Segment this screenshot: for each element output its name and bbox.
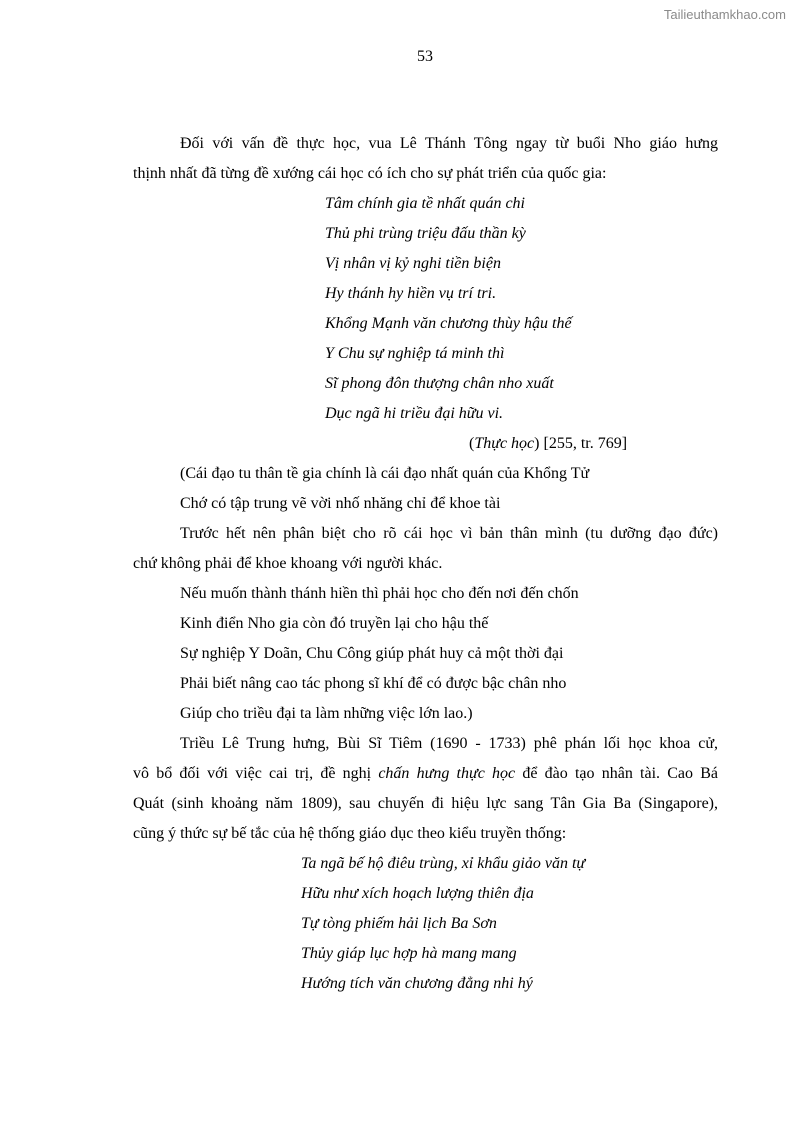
citation-reference: ) [255, tr. 769]	[534, 435, 628, 452]
verse-line: Thủy giáp lục hợp hà mang mang	[301, 945, 517, 962]
verse-line: Y Chu sự nghiệp tá minh thì	[325, 345, 505, 362]
page-number: 53	[417, 48, 433, 65]
verse-line: Ta ngã bế hộ điêu trùng, xỉ khẩu giảo văn tự	[301, 855, 586, 872]
translation-line: Phải biết nâng cao tác phong sĩ khí để có được bậc chân nho	[180, 675, 567, 692]
translation-line: Nếu muốn thành thánh hiền thì phải học cho đến nơi đến chốn	[180, 585, 579, 602]
paragraph-line	[133, 764, 718, 784]
verse-line: Vị nhân vị kỷ nghi tiền biện	[325, 255, 501, 272]
paragraph-line: thịnh nhất đã từng đề xướng cái học có ích cho sự phát triển của quốc gia:	[133, 165, 607, 182]
verse-line: Hướng tích văn chương đẳng nhi hý	[301, 975, 533, 992]
citation-open: (	[469, 435, 475, 452]
verse-line: Sĩ phong đôn thượng chân nho xuất	[325, 375, 554, 392]
translation-line: Trước hết nên phân biệt cho rõ cái học vì bản thân mình (tu dưỡng đạo đức)	[180, 525, 718, 542]
verse-line: Tâm chính gia tề nhất quán chi	[325, 195, 525, 212]
paragraph-line: Triều Lê Trung hưng, Bùi Sĩ Tiêm (1690 - 1733) phê phán lối học khoa cử,	[180, 735, 718, 752]
translation-line: chứ không phải để khoe khoang với người khác.	[133, 555, 443, 572]
paragraph-line: Quát (sinh khoảng năm 1809), sau chuyến đi hiệu lực sang Tân Gia Ba (Singapore),	[133, 795, 718, 812]
watermark: Tailieuthamkhao.com	[663, 7, 786, 22]
translation-line: Chớ có tập trung vẽ vời nhố nhăng chỉ để khoe tài	[180, 495, 501, 512]
translation-line: Sự nghiệp Y Doãn, Chu Công giúp phát huy cả một thời đại	[180, 645, 564, 662]
citation	[469, 434, 627, 454]
paragraph-text: vô bổ đối với việc cai trị, đề nghị	[133, 765, 379, 782]
paragraph-line: cũng ý thức sự bế tắc của hệ thống giáo dục theo kiểu truyền thống:	[133, 825, 567, 842]
verse-line: Hy thánh hy hiền vụ trí tri.	[325, 285, 497, 302]
citation-title: Thực học	[474, 435, 535, 452]
translation-line: (Cái đạo tu thân tề gia chính là cái đạo nhất quán của Khổng Tử	[180, 465, 590, 482]
verse-line: Thủ phi trùng triệu đấu thần kỳ	[325, 225, 526, 242]
translation-line: Kinh điển Nho gia còn đó truyền lại cho hậu thế	[180, 615, 489, 632]
paragraph-line: Đối với vấn đề thực học, vua Lê Thánh Tông ngay từ buổi Nho giáo hưng	[180, 135, 718, 152]
verse-line: Hữu như xích hoạch lượng thiên địa	[301, 885, 534, 902]
translation-line: Giúp cho triều đại ta làm những việc lớn lao.)	[180, 705, 473, 722]
emphasis-text: chấn hưng thực học	[378, 765, 516, 782]
verse-line: Khổng Mạnh văn chương thùy hậu thế	[325, 315, 572, 332]
verse-line: Dục ngã hi triều đại hữu vi.	[325, 405, 504, 422]
paragraph-text: để đào tạo nhân tài. Cao Bá	[515, 765, 719, 782]
verse-line: Tự tòng phiếm hải lịch Ba Sơn	[301, 915, 497, 932]
